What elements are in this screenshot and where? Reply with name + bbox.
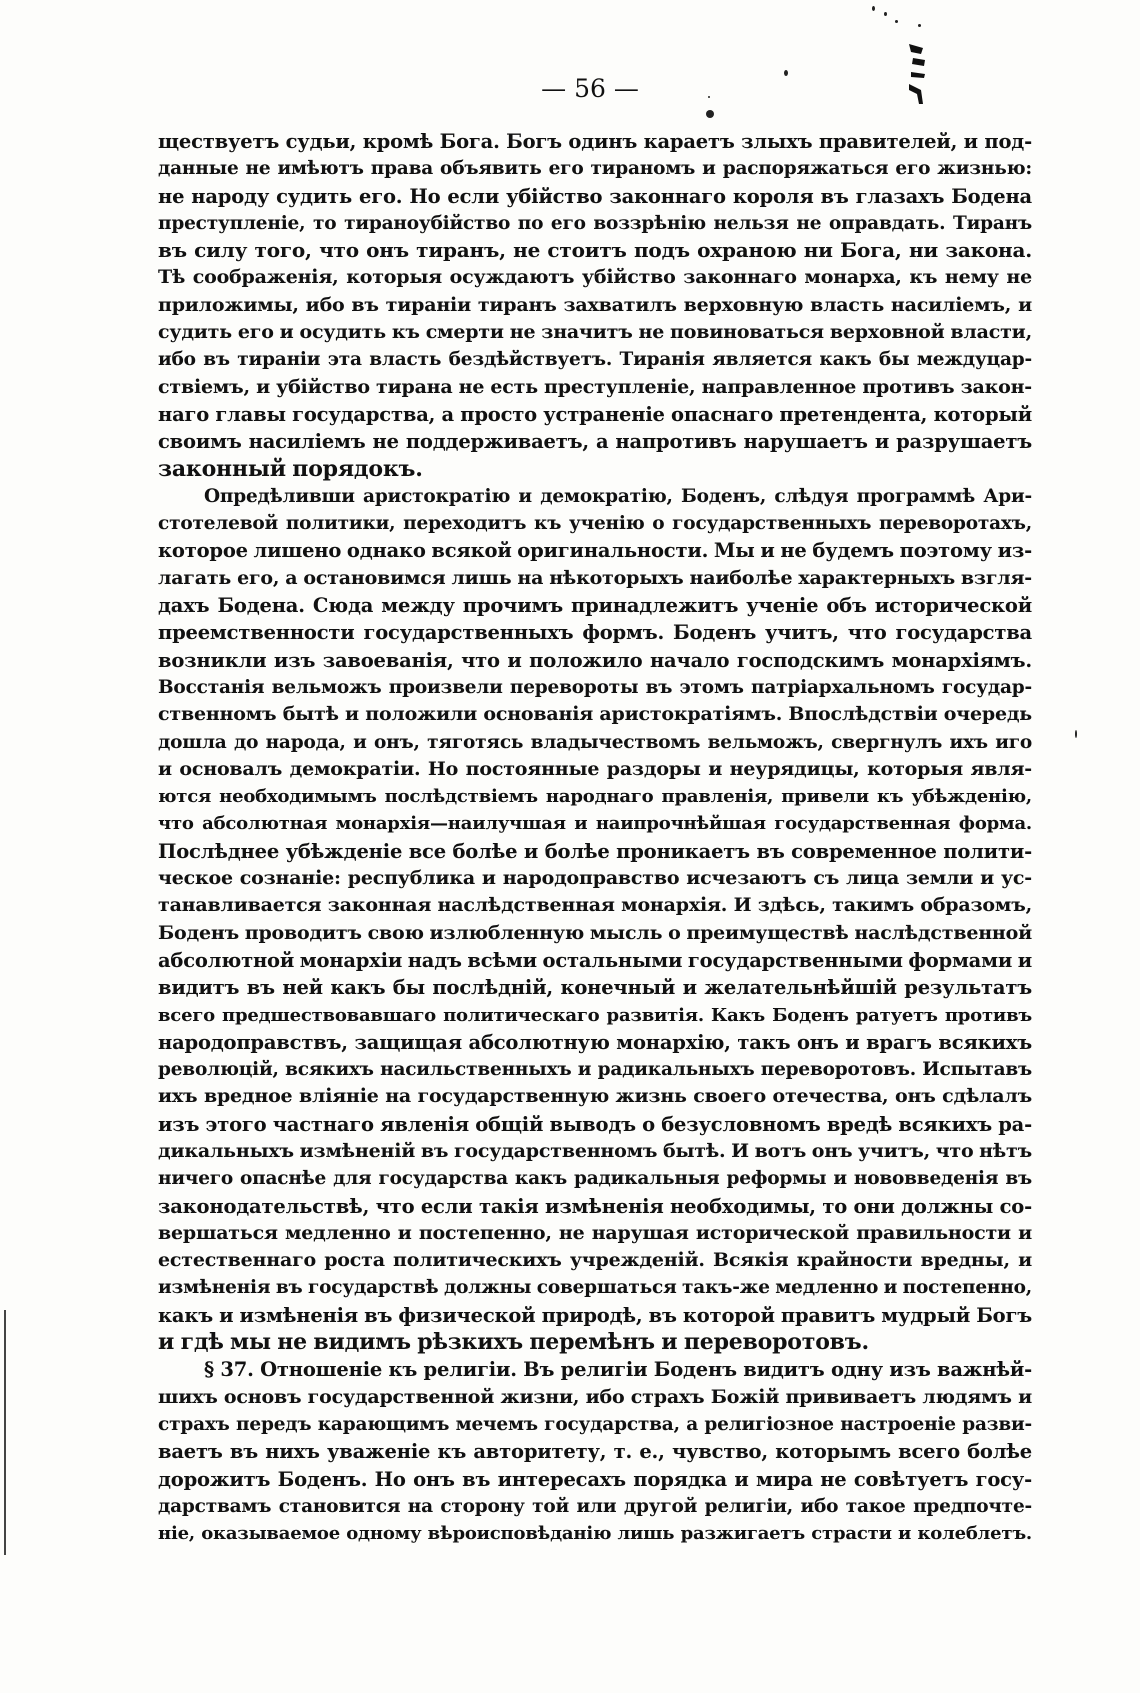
text-line: не народу судить его. Но если убійство законнаго короля въ глазахъ Бодена	[158, 184, 1032, 208]
scan-speck	[872, 6, 875, 11]
text-line: судить его и осудить къ смерти не значитъ не повиноваться верховной власти,	[158, 321, 1032, 344]
scan-speck	[918, 24, 921, 27]
text-line: которое лишено однако всякой оригинальности. Мы и не будемъ поэтому из-	[158, 539, 1032, 563]
text-line: Послѣднее убѣжденіе все болѣе и болѣе проникаетъ въ современное полити-	[158, 839, 1032, 863]
text-line: Восстанія вельможъ произвели перевороты въ этомъ патріархальномъ государ-	[158, 676, 1032, 698]
scan-speck	[784, 70, 788, 76]
text-line: Тѣ соображенія, которыя осуждаютъ убійство законнаго монарха, къ нему не	[158, 266, 1032, 289]
text-line: ственномъ бытѣ и положили основанія аристократіямъ. Впослѣдствіи очередь	[158, 703, 1032, 726]
text-line: естественнаго роста политическихъ учрежденій. Всякія крайности вредны, и	[158, 1249, 1032, 1272]
text-line: преступленіе, то тираноубійство по его воззрѣнію нельзя не оправдать. Тиранъ	[158, 212, 1032, 234]
text-line: ніе, оказываемое одному вѣроисповѣданію лишь разжигаетъ страсти и колеблетъ.	[158, 1523, 1032, 1545]
text-line: дошла до народа, и онъ, тяготясь владычествомъ вельможъ, свергнулъ ихъ иго	[158, 731, 1032, 753]
text-line: стотелевой политики, переходитъ къ ученію о государственныхъ переворотахъ,	[158, 513, 1032, 535]
text-line: лагать его, а остановимся лишь на нѣкоторыхъ наиболѣе характерныхъ взгля-	[158, 566, 1032, 589]
text-line: своимъ насиліемъ не поддерживаетъ, а напротивъ нарушаетъ и разрушаетъ	[158, 430, 1032, 454]
text-line: законодательствѣ, что если такія измѣненія необходимы, то они должны со-	[158, 1194, 1032, 1218]
text-line: дахъ Бодена. Сюда между прочимъ принадлежитъ ученіе объ исторической	[158, 594, 1032, 618]
text-line: страхъ передъ карающимъ мечемъ государства, а религіозное настроеніе разви-	[158, 1413, 1032, 1435]
scan-edge-line	[4, 1310, 6, 1555]
scan-speck	[706, 110, 714, 118]
text-line: дорожитъ Боденъ. Но онъ въ интересахъ порядка и мира не совѣтуетъ госу-	[158, 1467, 1032, 1491]
scan-speck	[708, 96, 710, 98]
text-line: и гдѣ мы не видимъ рѣзкихъ перемѣнъ и переворотовъ.	[158, 1329, 869, 1356]
text-line: возникли изъ завоеванія, что и положило начало господскимъ монархіямъ.	[158, 648, 1032, 672]
text-line: видитъ въ ней какъ бы послѣдній, конечный и желательнѣйшій результатъ	[158, 976, 1032, 1000]
section-37-heading-line: § 37. Отношеніе къ религіи. Въ религіи Боденъ видитъ одну изъ важнѣй-	[204, 1358, 1032, 1382]
text-line: вершаться медленно и постепенно, не нарушая исторической правильности и	[158, 1221, 1032, 1244]
text-line: измѣненія въ государствѣ должны совершаться такъ-же медленно и постепенно,	[158, 1277, 1032, 1299]
text-line: ибо въ тираніи эта власть бездѣйствуетъ. Тиранія является какъ бы междуцар-	[158, 349, 1032, 371]
scan-speck	[884, 12, 887, 16]
text-line: ются необходимымъ послѣдствіемъ народнаго правленія, привели къ убѣжденію,	[158, 786, 1032, 808]
text-line: приложимы, ибо въ тираніи тиранъ захватилъ верховную власть насиліемъ, и	[158, 293, 1032, 316]
text-line: ствіемъ, и убійство тирана не есть преступленіе, направленное противъ закон-	[158, 375, 1032, 398]
text-line: изъ этого частнаго явленія общій выводъ о безусловномъ вредѣ всякихъ ра-	[158, 1112, 1032, 1136]
text-line: наго главы государства, а просто устраненіе опаснаго претендента, который	[158, 402, 1032, 426]
text-line: всего предшествовавшаго политическаго развитія. Какъ Боденъ ратуетъ противъ	[158, 1004, 1032, 1026]
text-line: какъ и измѣненія въ физической природѣ, въ которой правитъ мудрый Богъ	[158, 1303, 1032, 1327]
text-line: народоправствъ, защищая абсолютную монархію, такъ онъ и врагъ всякихъ	[158, 1030, 1032, 1054]
text-line: ничего опаснѣе для государства какъ радикальныя реформы и нововведенія въ	[158, 1168, 1032, 1190]
scan-speck	[1075, 730, 1077, 738]
text-line: въ силу того, что онъ тиранъ, не стоитъ подъ охраною ни Бога, ни закона.	[158, 238, 1032, 263]
text-line: ваетъ въ нихъ уваженіе къ авторитету, т. е., чувство, которымъ всего болѣе	[158, 1440, 1032, 1464]
text-line: дикальныхъ измѣненій въ государственномъ бытѣ. И вотъ онъ учитъ, что нѣтъ	[158, 1139, 1032, 1162]
text-line: и основалъ демократіи. Но постоянные раздоры и неурядицы, которыя явля-	[158, 757, 1032, 780]
text-line: абсолютной монархіи надъ всѣми остальными государственными формами и	[158, 948, 1032, 972]
body-text	[158, 128, 1032, 1547]
text-line: ществуетъ судьи, кромѣ Бога. Богъ одинъ караетъ злыхъ правителей, и под-	[158, 130, 1032, 153]
text-line: ческое сознаніе: республика и народоправство исчезаютъ съ лица земли и ус-	[158, 867, 1032, 890]
page-number: — 56 —	[541, 74, 639, 103]
text-line: Боденъ проводитъ свою излюбленную мысль о преимуществѣ наслѣдственной	[158, 921, 1032, 944]
text-line: дарствамъ становится на сторону той или другой религіи, ибо такое предпочте-	[158, 1495, 1032, 1517]
text-line: шихъ основъ государственной жизни, ибо страхъ Божій прививаетъ людямъ и	[158, 1385, 1032, 1408]
text-line: данные не имѣютъ права объявить его тираномъ и распоряжаться его жизнью:	[158, 158, 1032, 180]
text-line: ихъ вредное вліяніе на государственную жизнь своего отечества, онъ сдѣлалъ	[158, 1085, 1032, 1108]
scan-speck	[895, 20, 898, 23]
paragraph-start-line: Опредѣливши аристократію и демократію, Боденъ, слѣдуя программѣ Ари-	[204, 485, 1032, 507]
text-line: законный порядокъ.	[158, 455, 423, 482]
scan-mark	[905, 40, 927, 108]
text-line: танавливается законная наслѣдственная монархія. И здѣсь, такимъ образомъ,	[158, 894, 1032, 917]
text-line: преемственности государственныхъ формъ. Боденъ учитъ, что государства	[158, 621, 1032, 645]
text-line: революцій, всякихъ насильственныхъ и радикальныхъ переворотовъ. Испытавъ	[158, 1059, 1032, 1081]
text-line: что абсолютная монархія—наилучшая и наипрочнѣйшая государственная форма.	[158, 813, 1032, 835]
